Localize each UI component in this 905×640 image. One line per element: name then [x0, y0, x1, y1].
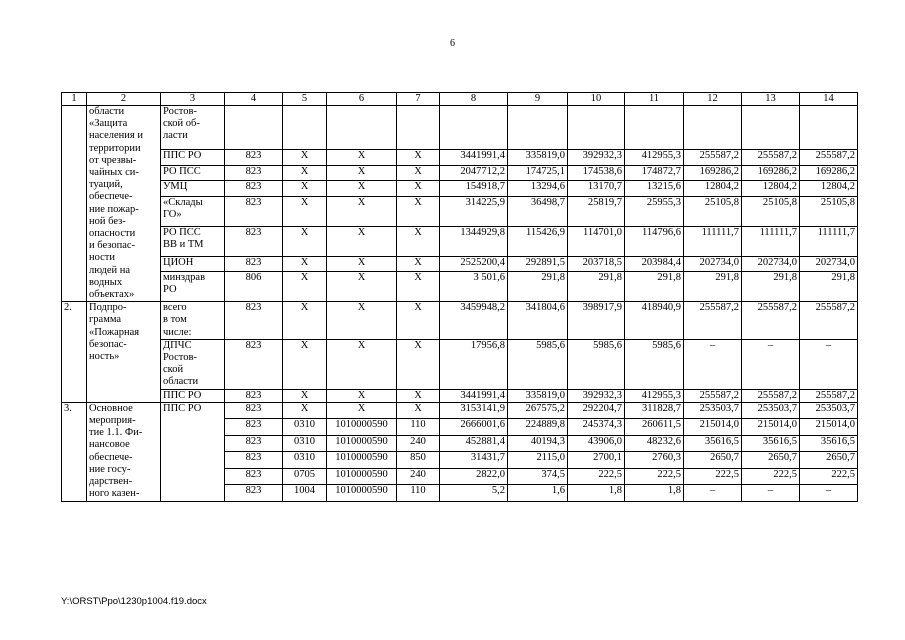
cell-executor: УМЦ: [161, 181, 225, 197]
cell-vr: Х: [397, 272, 440, 302]
cell-amount-c13: 215014,0: [742, 419, 800, 435]
cell-vr: Х: [397, 339, 440, 389]
cell-amount-c9: 335819,0: [508, 389, 568, 402]
cell-amount-c8: 17956,8: [440, 339, 508, 389]
cell-amount-c8: 2666001,6: [440, 419, 508, 435]
table-row: [62, 256, 858, 272]
cell-amount-c9: 115426,9: [508, 226, 568, 256]
budget-table: [61, 92, 858, 502]
cell-grbs: 823: [225, 302, 283, 340]
header-cell-2: 2: [87, 93, 161, 106]
cell-grbs: 823: [225, 452, 283, 468]
cell-executor: РО ПСС ВВ и ТМ: [161, 226, 225, 256]
cell-vr: Х: [397, 196, 440, 226]
cell-grbs: 823: [225, 256, 283, 272]
cell-amount-c14: 291,8: [800, 272, 858, 302]
cell-csr: Х: [327, 196, 397, 226]
cell-executor: ППС РО: [161, 402, 225, 501]
cell-amount-c14: 215014,0: [800, 419, 858, 435]
cell-grbs: 823: [225, 339, 283, 389]
cell-grbs: 823: [225, 419, 283, 435]
cell-rzpr: Х: [283, 272, 327, 302]
cell-amount-c10: 398917,9: [568, 302, 625, 340]
header-cell-9: 9: [508, 93, 568, 106]
cell-csr: Х: [327, 150, 397, 166]
cell-rzpr: Х: [283, 150, 327, 166]
cell-empty: [508, 106, 568, 150]
cell-csr: Х: [327, 226, 397, 256]
cell-vr: Х: [397, 165, 440, 181]
cell-csr: Х: [327, 256, 397, 272]
header-row: [62, 93, 858, 106]
cell-amount-c9: 13294,6: [508, 181, 568, 197]
cell-amount-c14: 253503,7: [800, 402, 858, 418]
cell-vr: Х: [397, 389, 440, 402]
cell-program-name: Основное мероприя- тие 1.1. Фи- нансовое обеспече- ние госу- дарствен- ного казен-: [87, 402, 161, 501]
header-cell-8: 8: [440, 93, 508, 106]
cell-amount-c11: 260611,5: [625, 419, 684, 435]
table-row: [62, 150, 858, 166]
cell-grbs: 823: [225, 402, 283, 418]
cell-amount-c9: 174725,1: [508, 165, 568, 181]
cell-amount-c12: 35616,5: [684, 435, 742, 451]
cell-rzpr: 1004: [283, 485, 327, 501]
cell-executor: ППС РО: [161, 389, 225, 402]
cell-amount-c10: 2700,1: [568, 452, 625, 468]
cell-amount-c8: 314225,9: [440, 196, 508, 226]
cell-empty: [568, 106, 625, 150]
cell-amount-c11: 222,5: [625, 468, 684, 484]
cell-vr: 110: [397, 485, 440, 501]
cell-rzpr: Х: [283, 256, 327, 272]
cell-amount-c13: 291,8: [742, 272, 800, 302]
cell-amount-c8: 3459948,2: [440, 302, 508, 340]
cell-amount-c9: 5985,6: [508, 339, 568, 389]
cell-grbs: 823: [225, 226, 283, 256]
cell-rzpr: Х: [283, 389, 327, 402]
cell-amount-c10: 43906,0: [568, 435, 625, 451]
table-row: [62, 339, 858, 389]
cell-amount-c11: 412955,3: [625, 389, 684, 402]
cell-amount-c11: 48232,6: [625, 435, 684, 451]
cell-csr: 1010000590: [327, 452, 397, 468]
cell-amount-c11: 13215,6: [625, 181, 684, 197]
cell-amount-c8: 154918,7: [440, 181, 508, 197]
header-cell-14: 14: [800, 93, 858, 106]
cell-amount-c10: 392932,3: [568, 389, 625, 402]
cell-amount-c11: 412955,3: [625, 150, 684, 166]
cell-vr: Х: [397, 256, 440, 272]
cell-empty: [625, 106, 684, 150]
cell-amount-c8: 452881,4: [440, 435, 508, 451]
cell-vr: 240: [397, 468, 440, 484]
header-cell-6: 6: [327, 93, 397, 106]
cell-amount-c9: 2115,0: [508, 452, 568, 468]
cell-rzpr: Х: [283, 196, 327, 226]
cell-amount-c12: 2650,7: [684, 452, 742, 468]
cell-rzpr: Х: [283, 302, 327, 340]
cell-csr: Х: [327, 165, 397, 181]
cell-executor: ЦИОН: [161, 256, 225, 272]
cell-amount-c8: 3153141,9: [440, 402, 508, 418]
cell-amount-c13: 12804,2: [742, 181, 800, 197]
cell-amount-c10: 203718,5: [568, 256, 625, 272]
table-row: [62, 272, 858, 302]
cell-empty: [742, 106, 800, 150]
cell-vr: 850: [397, 452, 440, 468]
table-row: [62, 389, 858, 402]
cell-rzpr: 0310: [283, 452, 327, 468]
cell-vr: Х: [397, 181, 440, 197]
cell-amount-c14: 2650,7: [800, 452, 858, 468]
cell-amount-c14: 255587,2: [800, 389, 858, 402]
cell-amount-c13: 255587,2: [742, 389, 800, 402]
header-cell-3: 3: [161, 93, 225, 106]
cell-rzpr: 0310: [283, 435, 327, 451]
cell-vr: Х: [397, 402, 440, 418]
cell-amount-c12: 255587,2: [684, 389, 742, 402]
cell-empty: [684, 106, 742, 150]
cell-amount-c13: 222,5: [742, 468, 800, 484]
cell-csr: Х: [327, 302, 397, 340]
cell-amount-c14: 222,5: [800, 468, 858, 484]
cell-amount-c9: 341804,6: [508, 302, 568, 340]
cell-amount-c10: 5985,6: [568, 339, 625, 389]
cell-amount-c11: 1,8: [625, 485, 684, 501]
cell-amount-c11: 114796,6: [625, 226, 684, 256]
cell-rzpr: Х: [283, 226, 327, 256]
cell-amount-c13: 253503,7: [742, 402, 800, 418]
cell-vr: Х: [397, 226, 440, 256]
cell-row-number: [62, 106, 87, 302]
header-cell-13: 13: [742, 93, 800, 106]
cell-rzpr: 0310: [283, 419, 327, 435]
cell-rzpr: Х: [283, 339, 327, 389]
cell-amount-c10: 392932,3: [568, 150, 625, 166]
cell-empty: [327, 106, 397, 150]
cell-grbs: 823: [225, 468, 283, 484]
cell-executor: минздрав РО: [161, 272, 225, 302]
cell-amount-c9: 267575,2: [508, 402, 568, 418]
cell-executor: Ростов- ской об- ласти: [161, 106, 225, 150]
cell-csr: 1010000590: [327, 435, 397, 451]
cell-amount-c13: 202734,0: [742, 256, 800, 272]
cell-amount-c9: 292891,5: [508, 256, 568, 272]
cell-amount-c13: 255587,2: [742, 150, 800, 166]
cell-amount-c9: 374,5: [508, 468, 568, 484]
cell-amount-c11: 418940,9: [625, 302, 684, 340]
cell-amount-c13: –: [742, 339, 800, 389]
cell-amount-c12: 202734,0: [684, 256, 742, 272]
table-row: [62, 106, 858, 150]
cell-amount-c10: 25819,7: [568, 196, 625, 226]
cell-vr: 240: [397, 435, 440, 451]
cell-amount-c9: 335819,0: [508, 150, 568, 166]
header-cell-11: 11: [625, 93, 684, 106]
cell-vr: Х: [397, 150, 440, 166]
cell-amount-c14: –: [800, 339, 858, 389]
cell-amount-c12: 255587,2: [684, 150, 742, 166]
footer-file-path: Y:\ORST\Ppo\1230p1004.f19.docx: [61, 596, 207, 607]
cell-amount-c10: 174538,6: [568, 165, 625, 181]
table-row: [62, 181, 858, 197]
cell-amount-c14: 25105,8: [800, 196, 858, 226]
cell-amount-c9: 1,6: [508, 485, 568, 501]
cell-amount-c13: 35616,5: [742, 435, 800, 451]
cell-amount-c8: 5,2: [440, 485, 508, 501]
cell-grbs: 823: [225, 196, 283, 226]
cell-amount-c14: –: [800, 485, 858, 501]
cell-csr: Х: [327, 181, 397, 197]
cell-amount-c13: 255587,2: [742, 302, 800, 340]
table-row: [62, 196, 858, 226]
table-row: [62, 302, 858, 340]
cell-amount-c12: –: [684, 339, 742, 389]
cell-amount-c13: 25105,8: [742, 196, 800, 226]
cell-csr: Х: [327, 402, 397, 418]
header-cell-1: 1: [62, 93, 87, 106]
header-cell-4: 4: [225, 93, 283, 106]
table-body: [62, 93, 858, 502]
cell-amount-c12: 253503,7: [684, 402, 742, 418]
cell-empty: [397, 106, 440, 150]
cell-amount-c12: 222,5: [684, 468, 742, 484]
cell-amount-c10: 291,8: [568, 272, 625, 302]
cell-amount-c10: 222,5: [568, 468, 625, 484]
cell-amount-c10: 1,8: [568, 485, 625, 501]
cell-rzpr: Х: [283, 402, 327, 418]
cell-grbs: 823: [225, 181, 283, 197]
cell-executor: РО ПСС: [161, 165, 225, 181]
cell-empty: [440, 106, 508, 150]
cell-amount-c14: 111111,7: [800, 226, 858, 256]
cell-amount-c14: 35616,5: [800, 435, 858, 451]
header-cell-10: 10: [568, 93, 625, 106]
cell-grbs: 823: [225, 389, 283, 402]
cell-amount-c8: 2047712,2: [440, 165, 508, 181]
cell-amount-c8: 31431,7: [440, 452, 508, 468]
cell-rzpr: Х: [283, 165, 327, 181]
cell-program-name: области «Защита населения и территории от чрезвы- чайных си- туаций, обеспече- ние пожар- ной без- опасности и безопас- ности людей на водных объектах»: [87, 106, 161, 302]
cell-amount-c8: 2525200,4: [440, 256, 508, 272]
cell-csr: 1010000590: [327, 485, 397, 501]
cell-empty: [800, 106, 858, 150]
cell-row-number: 2.: [62, 302, 87, 403]
cell-amount-c12: –: [684, 485, 742, 501]
cell-amount-c10: 245374,3: [568, 419, 625, 435]
cell-amount-c9: 291,8: [508, 272, 568, 302]
cell-csr: Х: [327, 339, 397, 389]
cell-csr: Х: [327, 389, 397, 402]
cell-rzpr: 0705: [283, 468, 327, 484]
cell-csr: Х: [327, 272, 397, 302]
cell-amount-c14: 255587,2: [800, 150, 858, 166]
cell-amount-c13: 111111,7: [742, 226, 800, 256]
cell-row-number: 3.: [62, 402, 87, 501]
cell-amount-c12: 255587,2: [684, 302, 742, 340]
cell-amount-c14: 169286,2: [800, 165, 858, 181]
cell-executor: всего в том числе:: [161, 302, 225, 340]
cell-empty: [225, 106, 283, 150]
cell-amount-c8: 3 501,6: [440, 272, 508, 302]
cell-grbs: 806: [225, 272, 283, 302]
cell-executor: «Склады ГО»: [161, 196, 225, 226]
cell-empty: [283, 106, 327, 150]
cell-amount-c12: 291,8: [684, 272, 742, 302]
cell-amount-c8: 2822,0: [440, 468, 508, 484]
cell-amount-c11: 5985,6: [625, 339, 684, 389]
cell-amount-c13: 169286,2: [742, 165, 800, 181]
cell-amount-c9: 40194,3: [508, 435, 568, 451]
cell-amount-c11: 2760,3: [625, 452, 684, 468]
page-number: 6: [450, 38, 455, 49]
cell-amount-c12: 12804,2: [684, 181, 742, 197]
cell-executor: ППС РО: [161, 150, 225, 166]
header-cell-7: 7: [397, 93, 440, 106]
cell-vr: Х: [397, 302, 440, 340]
cell-vr: 110: [397, 419, 440, 435]
cell-amount-c11: 203984,4: [625, 256, 684, 272]
table-row: [62, 165, 858, 181]
cell-amount-c9: 36498,7: [508, 196, 568, 226]
table-row: [62, 226, 858, 256]
cell-amount-c10: 13170,7: [568, 181, 625, 197]
cell-amount-c8: 3441991,4: [440, 150, 508, 166]
table-row: [62, 402, 858, 418]
cell-amount-c13: 2650,7: [742, 452, 800, 468]
cell-amount-c8: 3441991,4: [440, 389, 508, 402]
cell-amount-c14: 255587,2: [800, 302, 858, 340]
cell-executor: ДПЧС Ростов- ской области: [161, 339, 225, 389]
cell-program-name: Подпро- грамма «Пожарная безопас- ность»: [87, 302, 161, 403]
cell-amount-c12: 25105,8: [684, 196, 742, 226]
cell-amount-c10: 114701,0: [568, 226, 625, 256]
cell-csr: 1010000590: [327, 468, 397, 484]
cell-amount-c8: 1344929,8: [440, 226, 508, 256]
cell-rzpr: Х: [283, 181, 327, 197]
cell-amount-c11: 291,8: [625, 272, 684, 302]
cell-amount-c10: 292204,7: [568, 402, 625, 418]
cell-amount-c13: –: [742, 485, 800, 501]
cell-amount-c14: 202734,0: [800, 256, 858, 272]
header-cell-12: 12: [684, 93, 742, 106]
cell-amount-c12: 169286,2: [684, 165, 742, 181]
cell-amount-c11: 311828,7: [625, 402, 684, 418]
cell-grbs: 823: [225, 165, 283, 181]
cell-amount-c14: 12804,2: [800, 181, 858, 197]
cell-grbs: 823: [225, 435, 283, 451]
cell-csr: 1010000590: [327, 419, 397, 435]
cell-amount-c12: 111111,7: [684, 226, 742, 256]
header-cell-5: 5: [283, 93, 327, 106]
cell-amount-c11: 174872,7: [625, 165, 684, 181]
cell-amount-c11: 25955,3: [625, 196, 684, 226]
cell-amount-c9: 224889,8: [508, 419, 568, 435]
cell-grbs: 823: [225, 150, 283, 166]
cell-amount-c12: 215014,0: [684, 419, 742, 435]
cell-grbs: 823: [225, 485, 283, 501]
